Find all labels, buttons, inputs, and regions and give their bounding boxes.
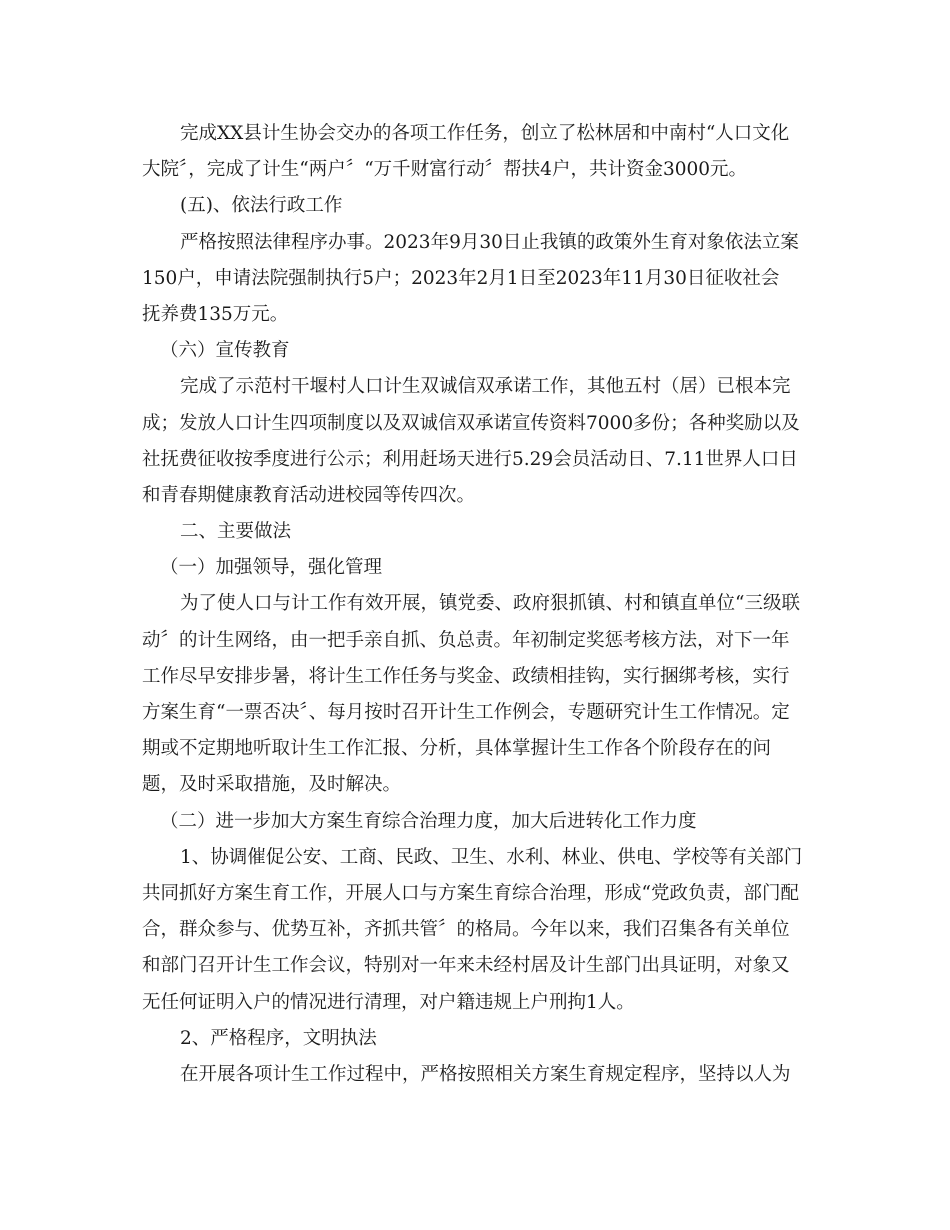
paragraph-line: 150户，申请法院强制执行5户；2023年2月1日至2023年11月30日征收社会	[142, 267, 780, 289]
section-heading: (五)、依法行政工作	[180, 195, 343, 217]
paragraph-line: 合，群众参与、优势互补，齐抓共管〞的格局。今年以来，我们召集各有关单位	[142, 919, 790, 941]
section-heading: （二）进一步加大方案生育综合治理力度，加大后进转化工作力度	[160, 810, 697, 832]
paragraph-line: 题，及时采取措施，及时解决。	[142, 774, 402, 796]
paragraph-line: 方案生育“一票否决〞、每月按时召开计生工作例会，专题研究计生工作情况。定	[142, 702, 790, 723]
paragraph-line: 为了使人口与计工作有效开展，镇党委、政府狠抓镇、村和镇直单位“三级联	[180, 593, 800, 615]
paragraph-line: 和部门召开计生工作会议，特别对一年来未经村居及计生部门出具证明，对象又	[142, 955, 790, 977]
section-heading: 二、主要做法	[180, 521, 292, 543]
paragraph-line: 和青春期健康教育活动进校园等传四次。	[142, 484, 476, 506]
document-body	[142, 116, 808, 1093]
paragraph-line: 1、协调催促公安、工商、民政、卫生、水利、林业、供电、学校等有关部门	[180, 846, 803, 868]
paragraph-line: 共同抓好方案生育工作，开展人口与方案生育综合治理，形成“党政负责，部门配	[142, 882, 799, 904]
paragraph-line: 成；发放人口计生四项制度以及双诚信双承诺宣传资料7000多份；各种奖励以及	[142, 412, 800, 434]
paragraph-line: 完成了示范村干堰村人口计生双诚信双承诺工作，其他五村（居）已根本完	[180, 376, 791, 398]
paragraph-line: 无任何证明入户的情况进行清理，对户籍违规上户刑拘1人。	[142, 991, 635, 1013]
paragraph-line: 在开展各项计生工作过程中，严格按照相关方案生育规定程序，坚持以人为	[180, 1063, 791, 1085]
paragraph-line: 动〞的计生网络，由一把手亲自抓、负总责。年初制定奖惩考核方法，对下一年	[142, 629, 790, 651]
paragraph-line: 期或不定期地听取计生工作汇报、分析，具体掌握计生工作各个阶段存在的问	[142, 738, 772, 760]
section-heading: （一）加强领导，强化管理	[160, 557, 383, 579]
paragraph-line: 完成XX县计生协会交办的各项工作任务，创立了松林居和中南村“人口文化	[180, 123, 790, 144]
paragraph-line: 严格按照法律程序办事。2023年9月30日止我镇的政策外生育对象依法立案	[180, 231, 799, 253]
paragraph-line: 抚养费135万元。	[142, 303, 289, 325]
paragraph-line: 大院〞，完成了计生“两户〞“万千财富行动〞帮扶4户，共计资金3000元。	[142, 159, 748, 181]
section-heading: 2、严格程序，文明执法	[180, 1027, 377, 1049]
paragraph-line: 社抚费征收按季度进行公示；利用赶场天进行5.29会员活动日、7.11世界人口日	[142, 448, 798, 470]
section-heading: （六）宣传教育	[160, 340, 290, 362]
paragraph-line: 工作尽早安排步暑，将计生工作任务与奖金、政绩相挂钩，实行捆绑考核，实行	[142, 665, 790, 687]
